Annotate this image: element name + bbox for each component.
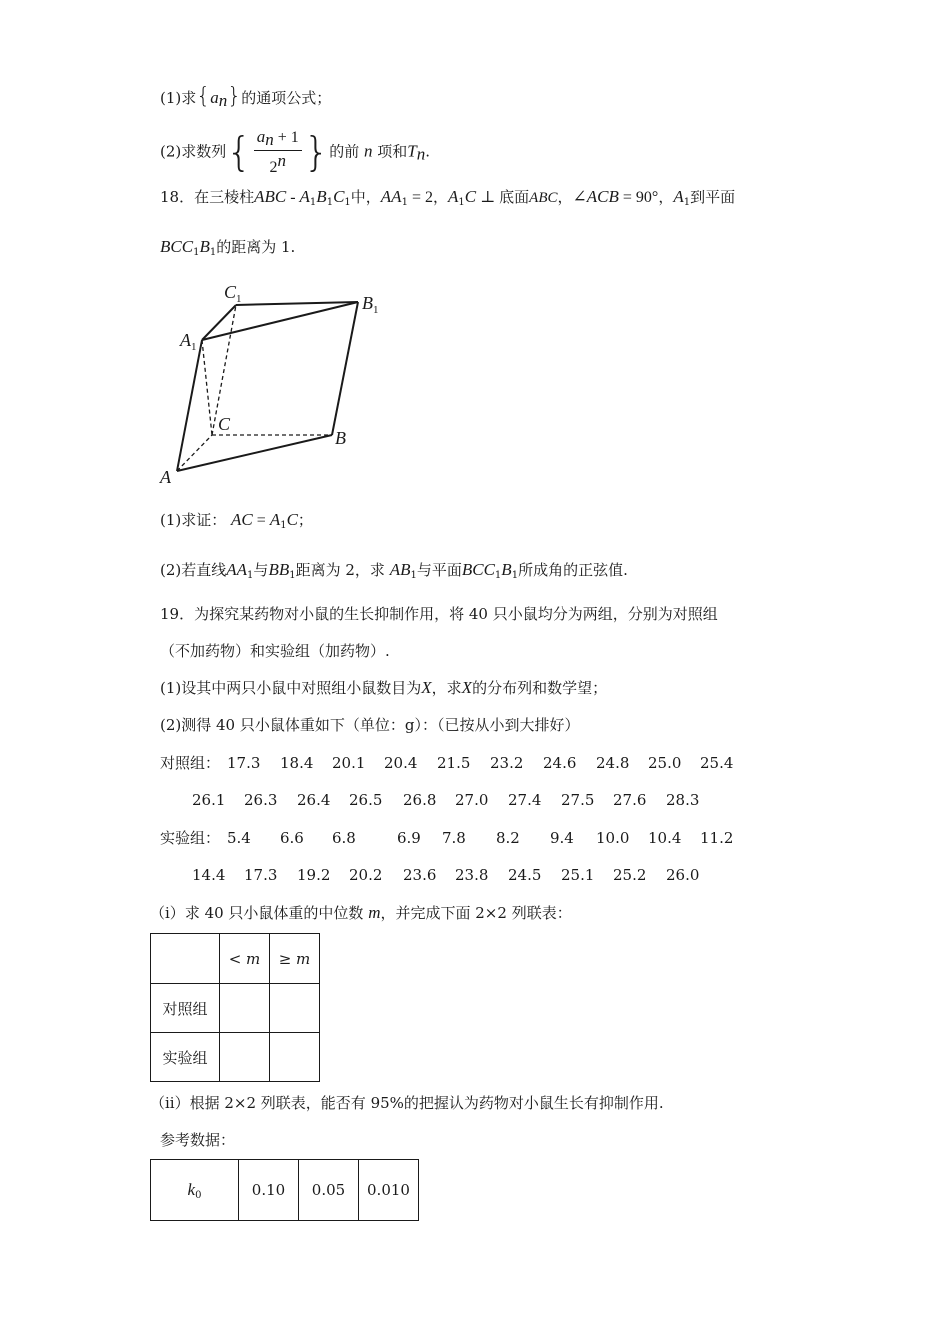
- table-cell: [220, 1033, 270, 1082]
- row-label-experiment: 实验组: [151, 1033, 220, 1082]
- label-b1: $B_1$: [362, 293, 379, 316]
- right-brace: }: [303, 129, 330, 176]
- edge-a-a1: [177, 340, 202, 471]
- row-label-control: 对照组: [151, 984, 220, 1033]
- ref-value-cell: 0.010: [359, 1160, 419, 1221]
- table-header-ge-m: ≥ m: [270, 934, 320, 984]
- left-brace: {: [226, 129, 252, 176]
- q19-stem-line2: （不加药物）和实验组（加药物）.: [160, 642, 390, 660]
- q18-stem-line2: $BCC_1B_1$的距离为 1.: [160, 237, 296, 258]
- q18-stem-line1: 18．在三棱柱ABC - $A_1B_1C_1$中，$AA_1 = 2$，$A_1C$ ⊥ 底面ABC，∠ACB = 90°，$A_1$到平面: [160, 187, 736, 208]
- table-row: [151, 984, 320, 1033]
- q19-part1: (1)设其中两只小鼠中对照组小鼠数目为X，求X的分布列和数学望；: [160, 678, 608, 697]
- right-brace: }: [227, 84, 242, 109]
- table-cell: [220, 984, 270, 1033]
- label-c: C: [218, 414, 231, 434]
- contingency-table: [150, 933, 320, 1082]
- q19-part2: (2)测得 40 只小鼠体重如下（单位：g）：（已按从小到大排好）: [160, 716, 580, 734]
- label-c1: $C_1$: [224, 282, 242, 305]
- edge-a1-c1: [202, 305, 236, 340]
- reference-table: [150, 1159, 419, 1221]
- ref-value-cell: 0.10: [239, 1160, 299, 1221]
- label-a1: $A_1$: [180, 330, 197, 353]
- edge-a1-b1: [202, 302, 358, 340]
- q17-part1: (1)求$\{a_n\}$的通项公式；: [160, 84, 332, 110]
- table-cell: [270, 984, 320, 1033]
- prism-figure: [150, 278, 400, 490]
- sequence-a: a: [210, 88, 219, 107]
- left-brace: {: [196, 84, 211, 109]
- table-header-cell: [151, 934, 220, 984]
- edge-c1-b1: [236, 302, 358, 305]
- control-row1: 对照组： 17.3 18.4 20.1 20.4 21.5 23.2 24.6 24.8 25.0 25.4: [160, 754, 734, 772]
- k0-cell: $k_0$: [151, 1160, 239, 1221]
- q17-part2: (2)求数列{ $\frac{a_n + 1}{2^n}$ }的前 n 项和$T_n$.: [160, 127, 431, 176]
- edge-b-b1: [332, 302, 358, 435]
- q19-sub-ii: （ii）根据 2×2 列联表，能否有 95%的把握认为药物对小鼠生长有抑制作用.: [150, 1094, 664, 1112]
- fraction-an-plus1-over-2n: $\frac{a_n + 1}{2^n}$: [254, 128, 302, 177]
- table-cell: [270, 1033, 320, 1082]
- edge-a1-c-dashed: [202, 340, 212, 435]
- reference-label: 参考数据：: [160, 1131, 236, 1149]
- label-a: A: [160, 467, 171, 487]
- table-header-lt-m: < m: [220, 934, 270, 984]
- label-b: B: [335, 428, 346, 448]
- ref-value-cell: 0.05: [299, 1160, 359, 1221]
- experiment-row1: 实验组： 5.4 6.6 6.8 6.9 7.8 8.2 9.4 10.0 10.4 11.2: [160, 829, 734, 847]
- q19-stem-line1: 19．为探究某药物对小鼠的生长抑制作用，将 40 只小鼠均分为两组，分别为对照组: [160, 605, 718, 623]
- table-row: [151, 1033, 320, 1082]
- q18-part1: (1)求证： AC = $A_1C$；: [160, 510, 313, 531]
- q19-sub-i: （i）求 40 只小鼠体重的中位数 m，并完成下面 2×2 列联表：: [150, 903, 572, 922]
- q18-part2: (2)若直线$AA_1$与$BB_1$距离为 2，求 $AB_1$与平面$BCC_1B_1$所成角的正弦值.: [160, 560, 628, 581]
- edge-a-b: [177, 435, 332, 471]
